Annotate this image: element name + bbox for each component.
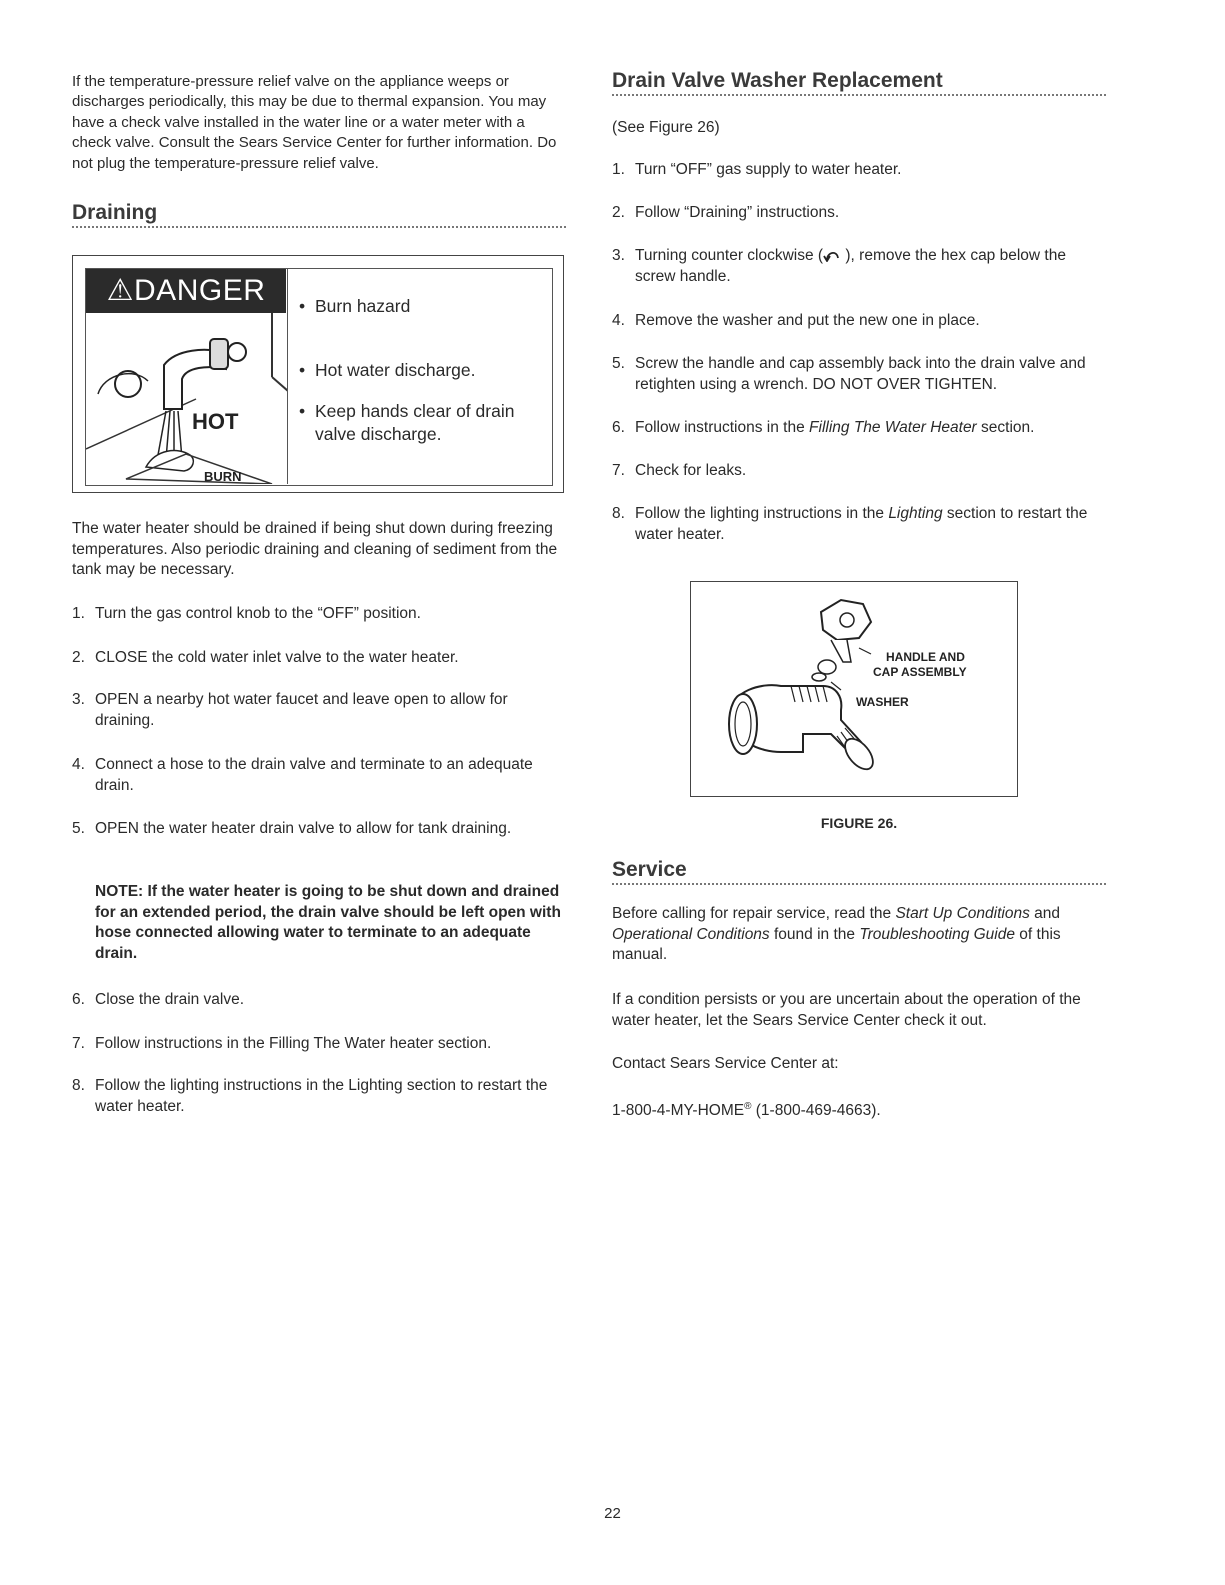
danger-illustration: [86, 269, 288, 484]
danger-item: • Burn hazard: [299, 296, 411, 316]
counter-clockwise-arrow-icon: [823, 246, 841, 262]
washer-step: 8. Follow the lighting instructions in the Lighting section to restart the water heater.: [612, 505, 1088, 543]
danger-item: • Hot water discharge.: [299, 360, 476, 380]
contact-label: Contact Sears Service Center at:: [612, 1055, 839, 1072]
drain-valve-icon: [691, 582, 1016, 795]
service-condition-paragraph: If a condition persists or you are uncertain about the operation of the water heater, let the Sears Service Center check it out.: [612, 991, 1081, 1029]
washer-step: 5. Screw the handle and cap assembly back into the drain valve and retighten using a wrench. DO NOT OVER TIGHTEN.: [612, 355, 1086, 393]
draining-step: 8. Follow the lighting instructions in the Lighting section to restart the water heater.: [72, 1077, 548, 1115]
draining-paragraph: The water heater should be drained if being shut down during freezing temperatures. Also periodic draining and cleaning of sediment from the tank may be necessary.: [72, 520, 558, 578]
figure-caption: FIGURE 26.: [820, 815, 898, 831]
draining-step: 2. CLOSE the cold water inlet valve to the water heater.: [72, 649, 459, 666]
washer-step: 2. Follow “Draining” instructions.: [612, 204, 840, 221]
draining-step: 1. Turn the gas control knob to the “OFF” position.: [72, 605, 421, 622]
washer-step: 7. Check for leaks.: [612, 462, 747, 479]
handle-label: HANDLE AND: [886, 650, 965, 664]
hot-label: HOT: [192, 409, 239, 434]
washer-step: 3. Turning counter clockwise ( ), remove the hex cap below the screw handle.: [612, 247, 1066, 285]
washer-label: WASHER: [856, 695, 909, 709]
washer-replacement-heading: Drain Valve Washer Replacement: [612, 68, 1106, 96]
danger-warning-box: [72, 255, 564, 493]
see-figure-note: (See Figure 26): [612, 119, 720, 136]
hot-water-faucet-icon: [86, 269, 288, 484]
draining-step: 7. Follow instructions in the Filling The Water heater section.: [72, 1035, 492, 1052]
washer-step: 1. Turn “OFF” gas supply to water heater.: [612, 161, 902, 178]
washer-step: 4. Remove the washer and put the new one in place.: [612, 312, 980, 329]
draining-step: 5. OPEN the water heater drain valve to allow for tank draining.: [72, 820, 512, 837]
washer-step: 6. Follow instructions in the Filling The Water Heater section.: [612, 419, 1035, 436]
danger-item: • Keep hands clear of drain valve discharge.: [299, 401, 515, 444]
burn-label: BURN: [204, 469, 242, 484]
draining-step: 4. Connect a hose to the drain valve and terminate to an adequate drain.: [72, 756, 533, 794]
draining-step: 3. OPEN a nearby hot water faucet and leave open to allow for draining.: [72, 691, 508, 729]
page-number: 22: [604, 1505, 621, 1522]
danger-banner: ⚠DANGER: [86, 269, 286, 313]
intro-paragraph: If the temperature-pressure relief valve on the appliance weeps or discharges periodically, this may be due to thermal expansion. You may have a check valve installed in the water line or a water meter with a check valve. Consult the Sears Service Center for further information. Do not plug the temperature-pressure relief valve.: [72, 73, 557, 172]
figure-26: [690, 581, 1018, 797]
cap-assembly-label: CAP ASSEMBLY: [873, 665, 967, 679]
service-heading: Service: [612, 857, 1106, 885]
contact-phone: 1-800-4-MY-HOME® (1-800-469-4663).: [612, 1101, 881, 1120]
draining-step: 6. Close the drain valve.: [72, 991, 245, 1008]
service-paragraph: Before calling for repair service, read the Start Up Conditions and Operational Conditions found in the Troubleshooting Guide of this manual.: [612, 905, 1061, 963]
draining-note: NOTE: If the water heater is going to be shut down and drained for an extended period, the drain valve should be left open with hose connected allowing water to terminate to an adequate drain.: [95, 883, 561, 962]
draining-heading: Draining: [72, 200, 566, 228]
